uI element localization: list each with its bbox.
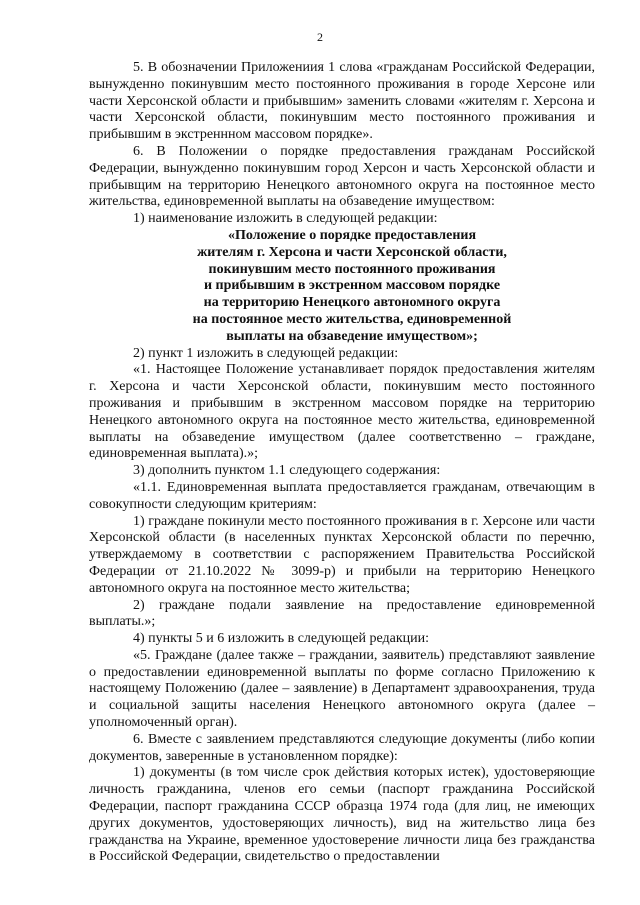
paragraph-5: 5. В обозначении Приложениия 1 слова «гражданам Российской Федерации, вынужденно покинувшим место постоянного проживания в городе Херсоне или части Херсонской области и прибывшим» заменить словами «жителям г. Херсона и части Херсонской области, покинувшим место постоянного проживания и прибывшим в экстреннном массовом порядке». [89,60,595,143]
document-body [89,60,595,866]
paragraph-6: 6. В Положении о порядке предоставления гражданам Российской Федерации, вынужденно покинувшим город Херсон и часть Херсонской области и прибывщим на территорию Ненецкого автономного округа на постоянное место жительства, единовременной выплаты на обзаведение имуществом: [89,143,595,210]
title-line: жителям г. Херсона и части Херсонской области, [197,244,507,260]
title-line: на постоянное место жительства, единовременной [192,311,512,327]
title-line: на территорию Ненецкого автономного округа [203,295,501,311]
title-line: покинувшим место постоянного проживания [208,261,496,277]
title-line: выплаты на обзаведение имуществом»; [226,328,478,344]
clause-5: «5. Граждане (далее также – граждании, заявитель) представляют заявление о предоставлении единовременной выплаты по форме согласно Приложению к настоящему Положению (далее – заявление) в Департамент здравоохранения, труда и социальной защиты населения Ненецкого автономного округа (далее – уполномоченный орган). [89,647,595,731]
clause-6: 6. Вместе с заявлением представляются следующие документы (либо копии документов, заверенные в установленном порядке): [89,731,595,764]
clause-1: «1. Настоящее Положение устанавливает порядок предоставления жителям г. Херсона и части Херсонской области, покинувшим место постоянного проживания и прибывшим в экстренном массовом порядке на территорию Ненецкого автономного округа на постоянное место жительства, единовременной выплаты на обзаведение имуществом (далее соответственно – граждане, единовременная выплата).»; [89,362,595,462]
subitem-1: 1) наименование изложить в следующей редакции: [133,211,438,227]
subitem-2: 2) пункт 1 изложить в следующей редакции: [133,345,399,361]
criterion-2: 2) граждане подали заявление на предоставление единовременной выплаты.»; [89,597,595,630]
criterion-1: 1) граждане покинули место постоянного проживания в г. Херсоне или части Херсонской области (в населенных пунктах Херсонской области по перечню, утверждаемому в соответствии с распоряжением Правительства Российской Федерации от 21.10.2022 № 3099-р) и прибыли на территорию Ненецкого автономного округа на постоянное место жительства; [89,513,595,596]
regulation-title [89,228,595,346]
clause-1-1: «1.1. Единовременная выплата предоставляется гражданам, отвечающим в совокупности следующим критериям: [89,479,595,512]
document-item-1: 1) документы (в том числе срок действия которых истек), удостоверяющие личность гражданина, членов его семьи (паспорт гражданина Российской Федерации, паспорт гражданина СССР образца 1974 года (для лиц, не имеющих других документов, удостоверяющих личность), вид на жительство лица без гражданства на Украине, временное удостоверение личности лица без гражданства в Российской Федерации, свидетельство о предоставлении [89,765,595,865]
title-line: «Положение о порядке предоставления [227,227,477,243]
title-line: и прибывшим в экстренном массовом порядке [203,278,501,294]
subitem-3: 3) дополнить пунктом 1.1 следующего содержания: [133,463,441,479]
page-number: 2 [317,30,323,44]
subitem-4: 4) пункты 5 и 6 изложить в следующей редакции: [133,631,430,647]
